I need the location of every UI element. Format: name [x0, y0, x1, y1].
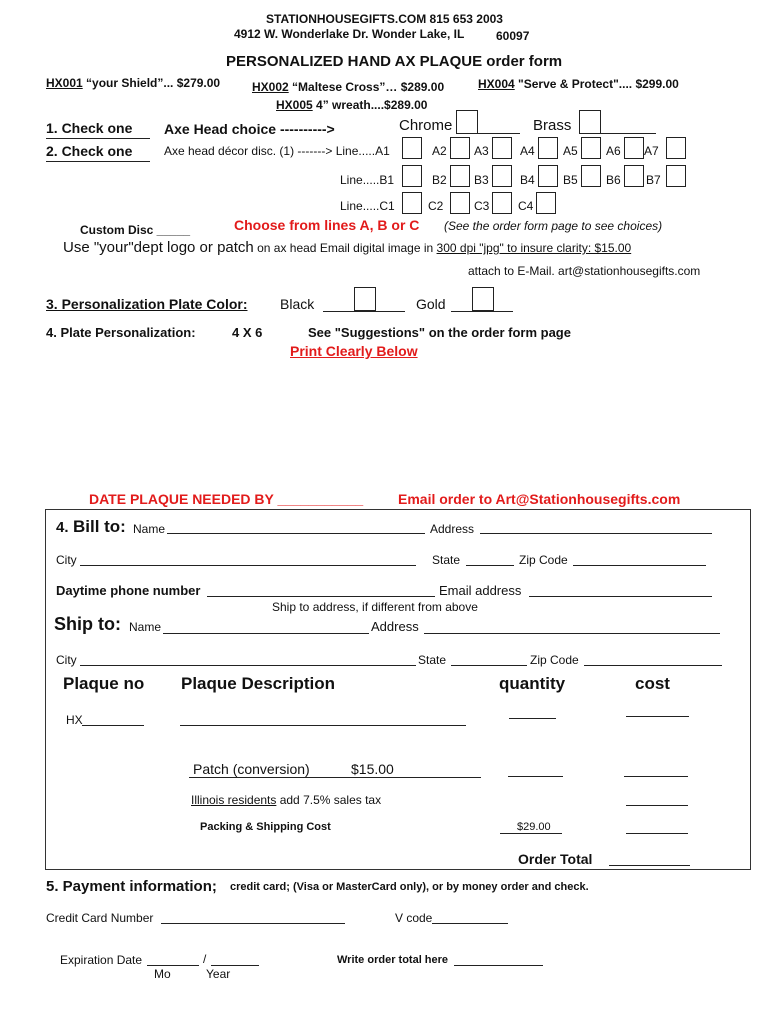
brass-checkbox[interactable]	[579, 110, 601, 134]
b2-label: B2	[432, 173, 447, 187]
ship-note: Ship to address, if different from above	[272, 600, 478, 614]
bill-state-label: State	[432, 553, 461, 567]
product-hx005: HX005 4” wreath....$289.00	[276, 98, 428, 112]
a3-label: A3	[474, 144, 489, 158]
col-cost: cost	[635, 674, 670, 693]
c3-checkbox[interactable]	[492, 192, 512, 214]
patch-label: Patch (conversion)	[193, 761, 310, 777]
step3-label: 3. Personalization Plate Color:	[46, 296, 248, 312]
bill-state-field[interactable]	[466, 565, 514, 566]
patch-cost-field[interactable]	[624, 776, 688, 777]
plate-size: 4 X 6	[232, 325, 263, 340]
write-total-label: Write order total here	[337, 954, 449, 966]
cost-field[interactable]	[626, 716, 689, 717]
packing-cost-field[interactable]	[626, 833, 688, 834]
ship-to-label: Ship to:	[54, 614, 121, 634]
a5-label: A5	[563, 144, 578, 158]
packing-price: $29.00	[517, 821, 551, 833]
b4-checkbox[interactable]	[538, 165, 558, 187]
product-hx004: HX004 "Serve & Protect".... $299.00	[478, 77, 679, 91]
quantity-field[interactable]	[509, 718, 556, 719]
a6-label: A6	[606, 144, 621, 158]
company-address: 4912 W. Wonderlake Dr. Wonder Lake, IL	[234, 27, 465, 41]
credit-card-field[interactable]	[161, 923, 345, 924]
col-plaque-no: Plaque no	[63, 674, 145, 693]
c4-checkbox[interactable]	[536, 192, 556, 214]
tax-cost-field[interactable]	[626, 805, 688, 806]
bill-zip-label: Zip Code	[519, 553, 568, 567]
bill-address-field[interactable]	[480, 533, 712, 534]
b3-label: B3	[474, 173, 489, 187]
b7-checkbox[interactable]	[666, 165, 686, 187]
b3-checkbox[interactable]	[492, 165, 512, 187]
order-total-field[interactable]	[609, 865, 690, 866]
b4-label: B4	[520, 173, 535, 187]
company-zip: 60097	[496, 29, 530, 43]
write-total-field[interactable]	[454, 965, 543, 966]
ship-zip-field[interactable]	[584, 665, 722, 666]
bill-to-label: 4. Bill to:	[56, 517, 126, 536]
exp-month-field[interactable]	[147, 965, 199, 966]
vcode-label: V code	[395, 911, 433, 925]
a2-label: A2	[432, 144, 447, 158]
b2-checkbox[interactable]	[450, 165, 470, 187]
a3-checkbox[interactable]	[492, 137, 512, 159]
bill-city-field[interactable]	[80, 565, 416, 566]
bill-city-label: City	[56, 553, 77, 567]
a1-checkbox[interactable]	[402, 137, 422, 159]
b6-label: B6	[606, 173, 621, 187]
line-b-label: Line.....B1	[340, 173, 395, 187]
chrome-checkbox[interactable]	[456, 110, 478, 134]
email-label: Email address	[439, 583, 522, 598]
c2-checkbox[interactable]	[450, 192, 470, 214]
gold-checkbox[interactable]	[472, 287, 494, 311]
email-field[interactable]	[529, 596, 712, 597]
a7-label: A7	[644, 144, 659, 158]
ship-address-field[interactable]	[424, 633, 720, 634]
exp-slash: /	[203, 952, 207, 966]
patch-price: $15.00	[351, 761, 394, 777]
company-name-phone: STATIONHOUSEGIFTS.COM 815 653 2003	[266, 12, 503, 26]
a5-checkbox[interactable]	[581, 137, 601, 159]
brass-label: Brass	[533, 117, 572, 134]
b7-label: B7	[646, 173, 661, 187]
product-hx002: HX002 “Maltese Cross”… $289.00	[252, 80, 445, 94]
print-clearly-note: Print Clearly Below	[290, 343, 418, 359]
ship-state-field[interactable]	[451, 665, 527, 666]
logo-patch-note: Use "your"dept logo or patch on ax head Email digital image in 300 dpi "jpg" to insure clarity: $15.00	[63, 239, 632, 256]
chrome-label: Chrome	[399, 117, 453, 134]
col-quantity: quantity	[499, 674, 566, 693]
plaque-no-field[interactable]	[82, 725, 144, 726]
gold-label: Gold	[416, 296, 446, 312]
bill-name-label: Name	[133, 522, 166, 536]
credit-card-label: Credit Card Number	[46, 911, 154, 925]
plaque-description-field[interactable]	[180, 725, 466, 726]
col-plaque-description: Plaque Description	[181, 674, 335, 693]
a7-checkbox[interactable]	[666, 137, 686, 159]
a6-checkbox[interactable]	[624, 137, 644, 159]
black-label: Black	[280, 296, 315, 312]
black-checkbox[interactable]	[354, 287, 376, 311]
ship-state-label: State	[418, 653, 447, 667]
form-title: PERSONALIZED HAND AX PLAQUE order form	[226, 53, 563, 70]
attach-email-note: attach to E-Mail. art@stationhousegifts.com	[468, 264, 701, 278]
payment-title: 5. Payment information;	[46, 878, 217, 895]
year-label: Year	[206, 967, 231, 981]
bill-name-field[interactable]	[167, 533, 425, 534]
mo-label: Mo	[154, 967, 171, 981]
ship-city-label: City	[56, 653, 77, 667]
line-c-label: Line.....C1	[340, 199, 395, 213]
phone-field[interactable]	[207, 596, 435, 597]
order-total-label: Order Total	[518, 851, 593, 867]
phone-label: Daytime phone number	[56, 583, 201, 598]
hx-label: HX	[66, 713, 83, 727]
b5-label: B5	[563, 173, 578, 187]
a2-checkbox[interactable]	[450, 137, 470, 159]
c4-label: C4	[518, 199, 534, 213]
payment-subtitle: credit card; (Visa or MasterCard only), or by money order and check.	[230, 881, 589, 893]
b5-checkbox[interactable]	[581, 165, 601, 187]
ship-city-field[interactable]	[80, 665, 416, 666]
ship-address-label: Address	[371, 619, 419, 634]
expiration-label: Expiration Date	[60, 953, 143, 967]
a4-checkbox[interactable]	[538, 137, 558, 159]
vcode-field[interactable]	[432, 923, 508, 924]
patch-quantity-field[interactable]	[508, 776, 563, 777]
ship-name-label: Name	[129, 620, 162, 634]
c3-label: C3	[474, 199, 490, 213]
bill-address-label: Address	[430, 522, 475, 536]
see-order-page-note: (See the order form page to see choices)	[444, 219, 663, 233]
exp-year-field[interactable]	[211, 965, 259, 966]
ship-zip-label: Zip Code	[530, 653, 579, 667]
packing-label: Packing & Shipping Cost	[200, 821, 331, 833]
step4-label: 4. Plate Personalization:	[46, 325, 196, 340]
product-hx001: HX001 “your Shield”... $279.00	[46, 76, 221, 90]
choose-lines-note: Choose from lines A, B or C	[234, 217, 420, 233]
decor-disc-line-a: Axe head décor disc. (1) -------> Line.....A1	[164, 144, 390, 158]
a4-label: A4	[520, 144, 535, 158]
email-order-label: Email order to Art@Stationhousegifts.com	[398, 491, 681, 507]
custom-disc-label: Custom Disc _____	[80, 223, 191, 237]
c1-checkbox[interactable]	[402, 192, 422, 214]
b1-checkbox[interactable]	[402, 165, 422, 187]
personalization-area[interactable]	[46, 365, 746, 485]
axe-head-choice-label: Axe Head choice ---------->	[164, 121, 335, 137]
ship-name-field[interactable]	[163, 633, 369, 634]
bill-zip-field[interactable]	[573, 565, 706, 566]
suggestions-note: See "Suggestions" on the order form page	[308, 325, 571, 340]
step2-label: 2. Check one	[46, 143, 133, 159]
b6-checkbox[interactable]	[624, 165, 644, 187]
illinois-tax-label: Illinois residents add 7.5% sales tax	[191, 793, 382, 807]
step1-label: 1. Check one	[46, 120, 133, 136]
c2-label: C2	[428, 199, 444, 213]
date-needed-label: DATE PLAQUE NEEDED BY ___________	[89, 491, 364, 507]
